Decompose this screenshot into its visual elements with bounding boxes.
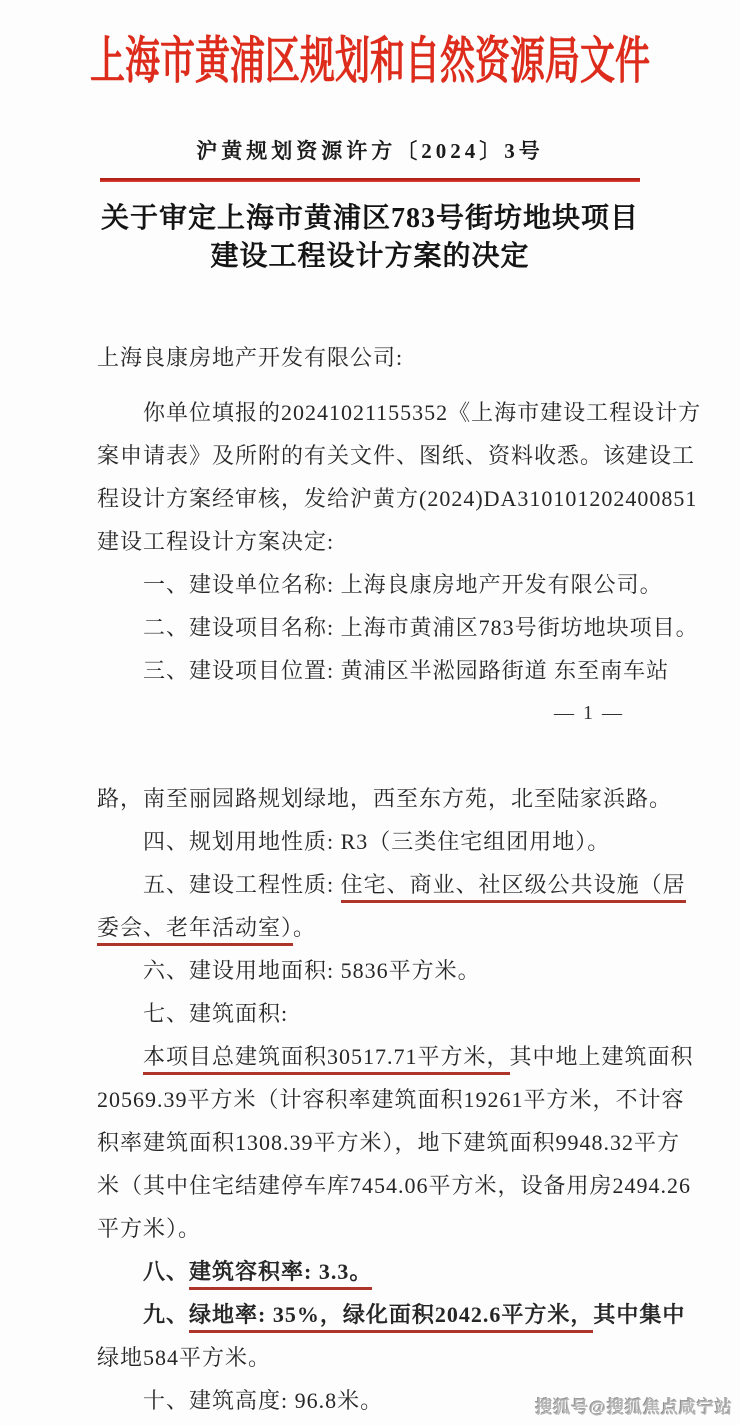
- body-line: [0, 949, 740, 992]
- text-segment: 七、建筑面积:: [143, 1001, 289, 1026]
- underlined-text: 住宅、商业、社区级公共设施（居: [341, 872, 686, 903]
- text-segment: 。: [293, 915, 317, 940]
- text-segment: 路，南至丽园路规划绿地，西至东方苑，北至陆家浜路。: [97, 786, 673, 811]
- text-segment: 六、建设用地面积: 5836平方米。: [143, 958, 481, 983]
- underlined-text: 绿地率: 35%，绿化面积2042.6平方米，: [189, 1302, 593, 1333]
- text-segment: 程设计方案经审核，发给沪黄方(2024)DA310101202400851: [97, 486, 698, 511]
- text-segment: 案申请表》及所附的有关文件、图纸、资料收悉。该建设工: [97, 443, 696, 468]
- text-segment: 绿地584平方米。: [97, 1345, 272, 1370]
- body-line: [0, 1164, 740, 1207]
- text-segment: 20569.39平方米（计容积率建筑面积19261平方米，不计容: [97, 1087, 685, 1112]
- document-body: [0, 336, 740, 1422]
- underlined-text: 委会、老年活动室）: [97, 915, 293, 946]
- text-segment: 建设工程设计方案决定:: [97, 529, 335, 554]
- main-title-line-2: 建设工程设计方案的决定: [210, 241, 530, 272]
- body-line: [0, 606, 740, 649]
- text-segment: 你单位填报的20241021155352《上海市建设工程设计方: [143, 400, 702, 425]
- text-segment: 九、: [143, 1302, 190, 1327]
- body-line: [0, 777, 740, 820]
- body-line: [0, 992, 740, 1035]
- body-line: [0, 863, 740, 906]
- main-title-line-1: 关于审定上海市黄浦区783号街坊地块项目: [100, 203, 639, 234]
- body-line: [0, 391, 740, 434]
- body-line: [0, 1336, 740, 1379]
- text-segment: 八、: [143, 1259, 190, 1284]
- body-line: [0, 520, 740, 563]
- text-segment: 其中集中: [593, 1302, 686, 1327]
- underlined-text: 本项目总建筑面积30517.71平方米，: [143, 1044, 510, 1075]
- body-line: [0, 820, 740, 863]
- text-segment: 积率建筑面积1308.39平方米），地下建筑面积9948.32平方: [97, 1130, 681, 1155]
- page-number: [0, 692, 740, 735]
- doc-number: 沪黄规划资源许方〔2024〕3号: [196, 139, 544, 163]
- main-title: [0, 200, 740, 276]
- header-title-text: 上海市黄浦区规划和自然资源局文件: [89, 33, 650, 90]
- body-line: [0, 434, 740, 477]
- text-segment: 二、建设项目名称: 上海市黄浦区783号街坊地块项目。: [143, 615, 699, 640]
- body-line: [0, 1250, 740, 1293]
- text-segment: 平方米）。: [97, 1216, 202, 1241]
- body-line: [0, 1207, 740, 1250]
- text-segment: — 1 —: [554, 702, 624, 724]
- text-segment: 其中地上建筑面积: [509, 1044, 694, 1069]
- body-line: [0, 906, 740, 949]
- body-line: [0, 563, 740, 606]
- body-line: [0, 649, 740, 692]
- text-segment: 十、建筑高度: 96.8米。: [143, 1388, 384, 1413]
- red-rule-divider: [100, 178, 640, 182]
- text-segment: 四、规划用地性质: R3（三类住宅组团用地）。: [143, 829, 611, 854]
- text-segment: 米（其中住宅结建停车库7454.06平方米，设备用房2494.26: [97, 1173, 692, 1198]
- body-line: [0, 1121, 740, 1164]
- header-title: [0, 0, 740, 90]
- body-line: [0, 1078, 740, 1121]
- text-segment: 五、建设工程性质:: [143, 872, 341, 897]
- text-segment: 三、建设项目位置: 黄浦区半淞园路街道 东至南车站: [143, 658, 670, 683]
- body-line: [0, 336, 740, 379]
- body-line: [0, 1035, 740, 1078]
- body-line: [0, 477, 740, 520]
- underlined-text: 建筑容积率: 3.3。: [189, 1259, 372, 1290]
- text-segment: 上海良康房地产开发有限公司:: [97, 345, 404, 370]
- text-segment: 一、建设单位名称: 上海良康房地产开发有限公司。: [143, 572, 663, 597]
- body-line: [0, 1293, 740, 1336]
- watermark: 搜狐号@搜狐焦点咸宁站: [535, 1398, 733, 1417]
